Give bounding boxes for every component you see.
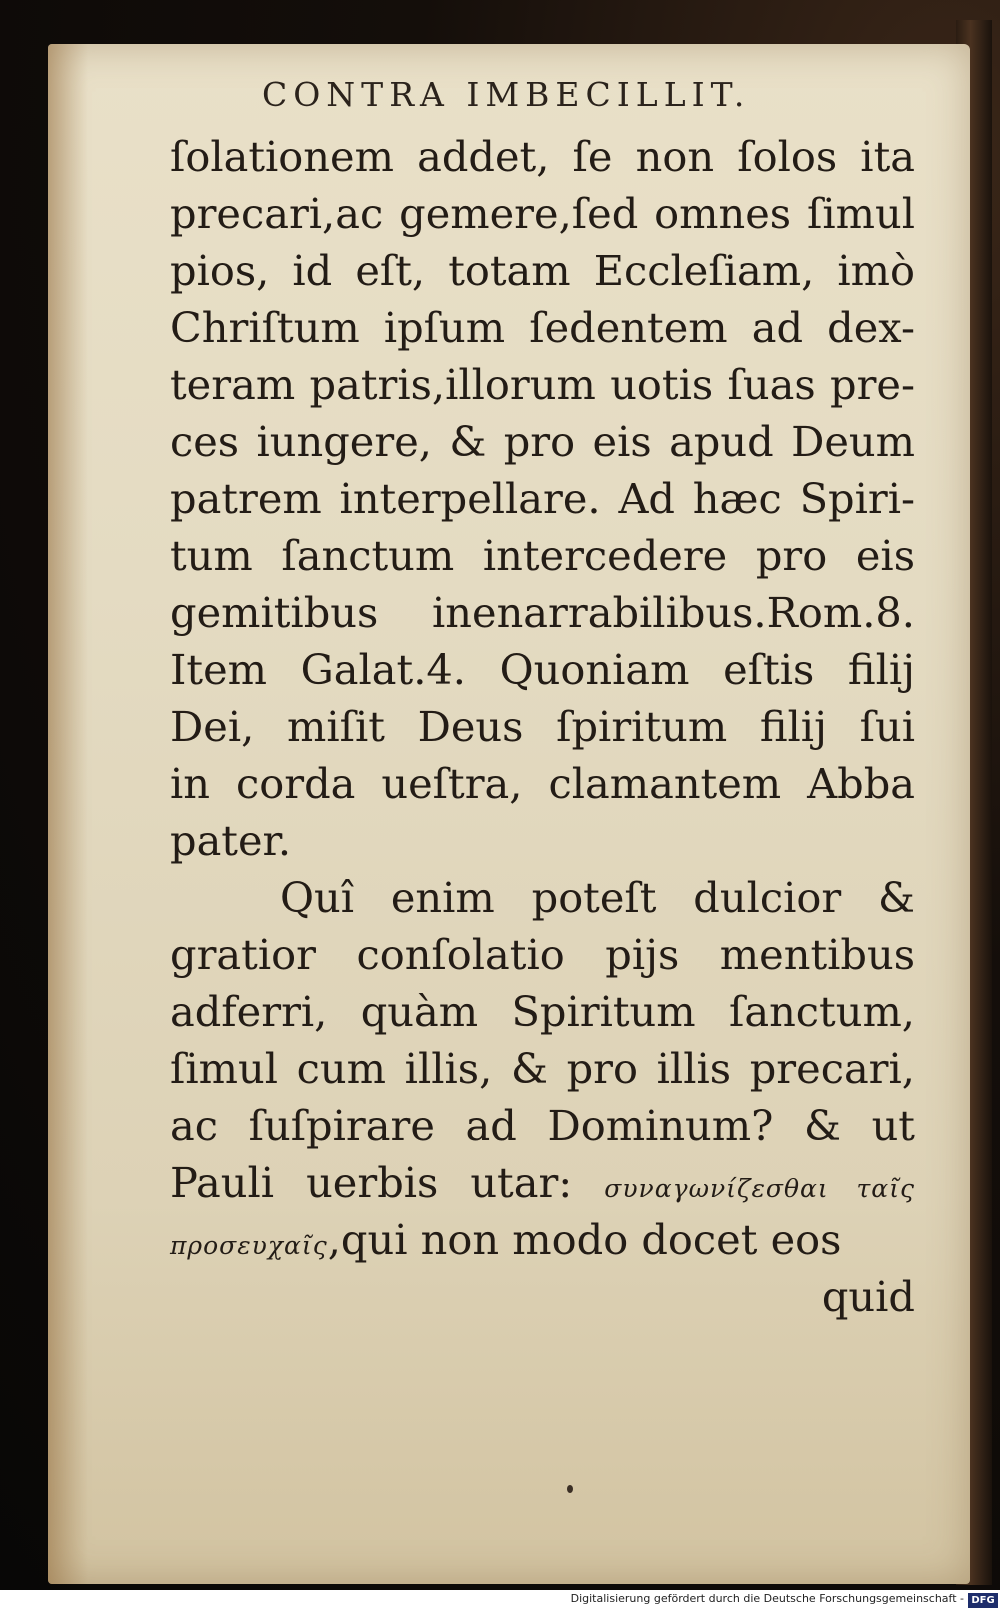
latin-text: Pauli uerbis utar:: [170, 1158, 573, 1207]
text-line: tum ſanctum intercedere pro eis: [170, 531, 915, 580]
text-line: Dei, miſit Deus ſpiritum filij ſui: [170, 702, 915, 751]
footer-bar: [0, 1590, 1000, 1611]
text-line: gratior conſolatio pijs mentibus: [170, 930, 915, 979]
greek-text: συναγωνίζεσθαι ταῖς: [604, 1174, 915, 1203]
text-line: pater.: [170, 816, 292, 865]
dfg-logo: DFG: [968, 1593, 998, 1608]
latin-text: ,qui non modo docet eos: [327, 1215, 842, 1264]
text-line-last: [170, 1211, 915, 1268]
text-line: in corda ueſtra, clamantem Abba: [170, 759, 915, 808]
footer-credit: Digitalisierung gefördert durch die Deutsche Forschungsgemeinschaft -: [570, 1592, 964, 1605]
body-text: [170, 128, 915, 1325]
text-line: adferri, quàm Spiritum ſanctum,: [170, 987, 915, 1036]
text-line: Item Galat.4. Quoniam eſtis filij: [170, 645, 915, 694]
text-line: ces iungere, & pro eis apud Deum: [170, 417, 915, 466]
text-line: ſimul cum illis, & pro illis precari,: [170, 1044, 915, 1093]
greek-text: προσευχαῖς: [170, 1231, 328, 1260]
page-gutter-shadow: [48, 44, 88, 1584]
text-line: ſolationem addet, ſe non ſolos ita: [170, 132, 915, 181]
text-line: pios, id eſt, totam Eccleſiam, imò: [170, 246, 915, 295]
text-line: ac ſuſpirare ad Dominum? & ut: [170, 1101, 915, 1150]
text-line: Quî enim poteſt dulcior &: [280, 873, 915, 922]
text-line: patrem interpellare. Ad hæc Spiri-: [170, 474, 915, 523]
text-line: gemitibus inenarrabilibus.Rom.8.: [170, 588, 915, 637]
text-line: precari,ac gemere,ſed omnes ſimul: [170, 189, 915, 238]
text-line: Chriſtum ipſum ſedentem ad dex-: [170, 303, 915, 352]
ink-speck: [567, 1485, 573, 1493]
text-line: teram patris,illorum uotis ſuas pre-: [170, 360, 915, 409]
catchword: quid: [821, 1272, 915, 1321]
running-head: CONTRA IMBECILLIT.: [262, 75, 751, 114]
text-line-pauli: [170, 1154, 915, 1211]
